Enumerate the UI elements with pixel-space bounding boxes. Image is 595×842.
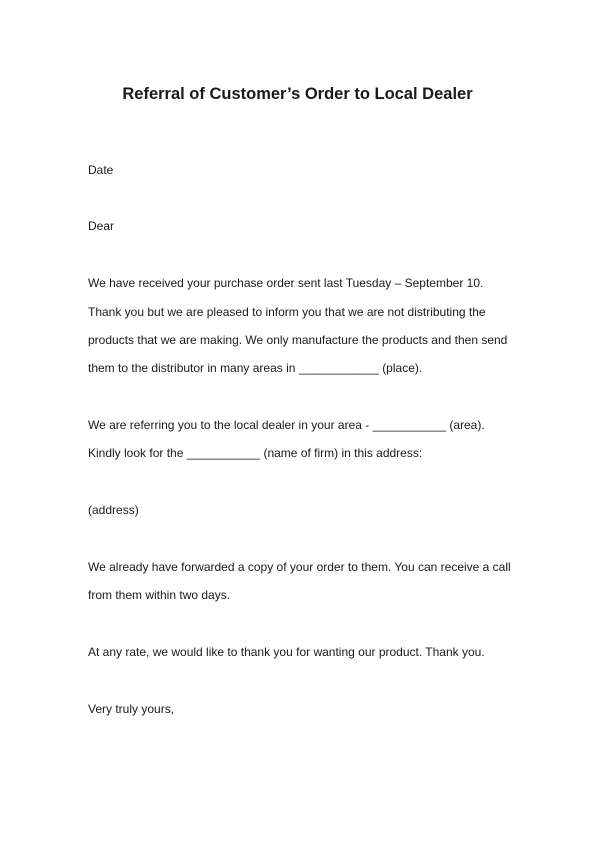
body-line-3: products that we are making. We only manufacture the products and then send (88, 333, 508, 347)
date-label: Date (88, 163, 114, 177)
body-line-1: We have received your purchase order sent last Tuesday – September 10. (88, 276, 484, 290)
body-line-8: We already have forwarded a copy of your order to them. You can receive a call (88, 560, 511, 574)
letter-title: Referral of Customer’s Order to Local Dealer (122, 85, 473, 103)
address-placeholder: (address) (88, 503, 139, 517)
body-line-2: Thank you but we are pleased to inform you that we are not distributing the (88, 305, 486, 319)
body-line-4: them to the distributor in many areas in ____________ (place). (88, 361, 423, 375)
closing: Very truly yours, (88, 702, 175, 716)
body-line-9: from them within two days. (88, 588, 231, 602)
salutation: Dear (88, 219, 115, 233)
body-line-5: We are referring you to the local dealer in your area - ___________ (area). (88, 418, 485, 432)
body-line-10: At any rate, we would like to thank you for wanting our product. Thank you. (88, 645, 485, 659)
body-line-6: Kindly look for the ___________ (name of firm) in this address: (88, 446, 423, 460)
